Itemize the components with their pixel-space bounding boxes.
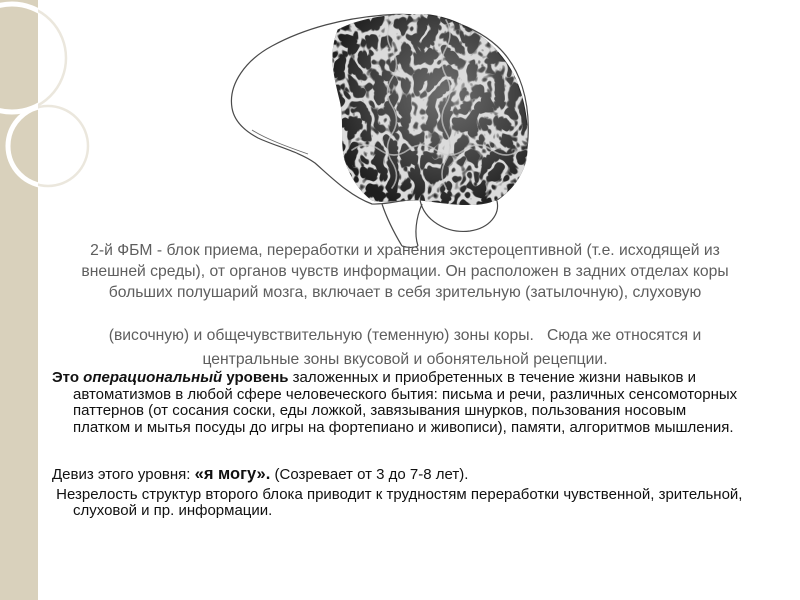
immaturity-line: Незрелость структур второго блока приводит к трудностям переработки чувственной, зрительной,: [52, 485, 743, 503]
motto-label: Девиз этого уровня:: [52, 466, 195, 483]
brain-illustration: [0, 0, 800, 260]
operational-line: автоматизмов в любой сфере человеческого бытия: письма и речи, различных сенсомоторных: [73, 385, 738, 403]
intro-line: (височную) и общечувствительную (теменную) зоны коры. Сюда же относятся и: [108, 327, 702, 344]
intro-line: внешней среды), от органов чувств информации. Он расположен в задних отделах коры: [81, 263, 729, 280]
intro-line: центральные зоны вкусовой и обонятельной рецепции.: [202, 351, 608, 368]
immaturity-paragraph: [52, 487, 742, 520]
operational-level-paragraph: [52, 370, 737, 436]
operational-lead: Это: [52, 369, 84, 386]
operational-term-after: уровень: [222, 369, 289, 386]
motto-note: (Созревает от 3 до 7-8 лет).: [270, 466, 469, 483]
intro-paragraph-1: [40, 240, 770, 303]
shaded-posterior-cortex: [333, 14, 528, 204]
motto-slogan: «я могу».: [194, 465, 271, 483]
immaturity-line: слуховой и пр. информации.: [73, 502, 273, 519]
operational-term: операциональный: [83, 369, 223, 386]
operational-line: платком и мытья посуды до игры на фортепиано и живописи), памяти, алгоритмов мышления.: [73, 418, 734, 436]
operational-first-line-rest: заложенных и приобретенных в течение жизни навыков и: [288, 369, 697, 386]
intro-line: больших полушарий мозга, включает в себя зрительную (затылочную), слуховую: [108, 284, 702, 301]
operational-first-line: [52, 370, 737, 387]
intro-paragraph-2: [40, 324, 770, 372]
motto-line: [52, 465, 468, 484]
operational-line: паттернов (от сосания соски, еды ложкой, завязывания шнурков, пользования носовым: [73, 402, 687, 419]
intro-line: 2-й ФБМ - блок приема, переработки и хранения экстероцептивной (т.е. исходящей из: [90, 242, 720, 259]
motto-text: [52, 465, 468, 484]
